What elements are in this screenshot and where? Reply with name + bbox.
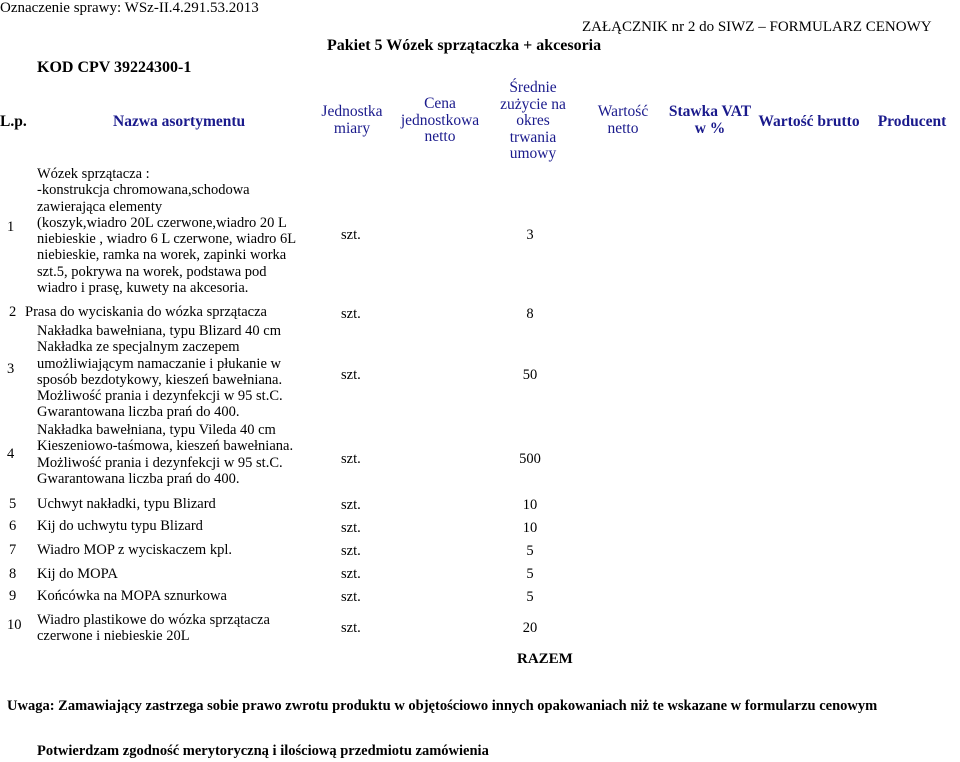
row-9-nazwa: Końcówka na MOPA sznurkowa	[37, 588, 227, 604]
row-4-jm: szt.	[341, 451, 361, 467]
col-header-producent: Producent	[877, 113, 947, 130]
row-4-ilosc: 500	[519, 451, 541, 467]
row-7-nazwa: Wiadro MOP z wyciskaczem kpl.	[37, 542, 232, 558]
row-7-ilosc: 5	[526, 543, 534, 559]
attachment-title: ZAŁĄCZNIK nr 2 do SIWZ – FORMULARZ CENOWY	[582, 19, 932, 35]
row-10-nazwa: Wiadro plastikowe do wózka sprzątacza czerwone i niebieskie 20L	[37, 612, 270, 645]
row-7-lp: 7	[9, 542, 17, 558]
note-potwierdzam: Potwierdzam zgodność merytoryczną i ilościową przedmiotu zamówienia	[37, 743, 489, 759]
row-6-ilosc: 10	[522, 520, 538, 536]
row-3-ilosc: 50	[522, 367, 538, 383]
case-reference: Oznaczenie sprawy: WSz-II.4.291.53.2013	[0, 0, 259, 16]
row-1-ilosc: 3	[526, 227, 534, 243]
cpv-code: KOD CPV 39224300-1	[37, 59, 192, 76]
row-3-lp: 3	[7, 361, 15, 377]
row-9-jm: szt.	[341, 589, 361, 605]
row-8-lp: 8	[9, 566, 17, 582]
row-4-lp: 4	[7, 446, 15, 462]
col-header-nazwa: Nazwa asortymentu	[113, 113, 246, 130]
col-header-vat: Stawka VAT w %	[668, 103, 752, 137]
col-header-jednostka: Jednostka miary	[321, 103, 383, 137]
row-3-jm: szt.	[341, 367, 361, 383]
note-uwaga: Uwaga: Zamawiający zastrzega sobie prawo zwrotu produktu w objętościowo innych opakowaniach niż te wskazane w formularzu cenowym	[7, 698, 878, 714]
row-1-nazwa: Wózek sprzątacza : -konstrukcja chromowana,schodowa zawierająca elementy (koszyk,wiadro 20L czerwone,wiadro 20 L niebieskie , wiadro 6 L czerwone, wiadro 6L niebieskie, ramka na worek, zapinki worka szt.5, pokrywa na worek, podstawa pod wiadro i prasę, kuwety na akcesoria.	[37, 166, 297, 297]
row-2-ilosc: 8	[526, 306, 534, 322]
row-10-ilosc: 20	[522, 620, 538, 636]
row-5-lp: 5	[9, 496, 17, 512]
row-5-nazwa: Uchwyt nakładki, typu Blizard	[37, 496, 216, 512]
package-title: Pakiet 5 Wózek sprzątaczka + akcesoria	[327, 37, 602, 54]
row-2-jm: szt.	[341, 306, 361, 322]
col-header-zuzycie: Średnie zużycie na okres trwania umowy	[500, 79, 566, 162]
col-header-wartosc-brutto: Wartość brutto	[758, 113, 860, 130]
col-header-lp: L.p.	[0, 113, 27, 130]
row-5-ilosc: 10	[522, 497, 538, 513]
row-4-nazwa: Nakładka bawełniana, typu Vileda 40 cm Kieszeniowo-taśmowa, kieszeń bawełniana. Możliwość prania i dezynfekcji w 95 st.C. Gwarantowana liczba prań do 400.	[37, 422, 294, 487]
row-2-lp: 2	[9, 304, 17, 320]
row-5-jm: szt.	[341, 497, 361, 513]
row-1-lp: 1	[7, 219, 15, 235]
total-label: RAZEM	[517, 651, 573, 667]
row-8-ilosc: 5	[526, 566, 534, 582]
row-9-ilosc: 5	[526, 589, 534, 605]
row-10-lp: 10	[7, 617, 22, 633]
row-8-nazwa: Kij do MOPA	[37, 566, 118, 582]
col-header-cena: Cena jednostkowa netto	[400, 95, 480, 145]
row-6-jm: szt.	[341, 520, 361, 536]
row-1-jm: szt.	[341, 227, 361, 243]
row-10-jm: szt.	[341, 620, 361, 636]
row-6-nazwa: Kij do uchwytu typu Blizard	[37, 518, 203, 534]
row-8-jm: szt.	[341, 566, 361, 582]
row-6-lp: 6	[9, 518, 17, 534]
col-header-wartosc-netto: Wartość netto	[597, 103, 649, 137]
row-2-nazwa: Prasa do wyciskania do wózka sprzątacza	[25, 304, 267, 320]
row-9-lp: 9	[9, 588, 17, 604]
row-7-jm: szt.	[341, 543, 361, 559]
row-3-nazwa: Nakładka bawełniana, typu Blizard 40 cm Nakładka ze specjalnym zaczepem umożliwiającym namaczanie i płukanie w sposób bezdotykowy, kieszeń bawełniana. Możliwość prania i dezynfekcji w 95 st.C. Gwarantowana liczba prań do 400.	[37, 323, 283, 421]
